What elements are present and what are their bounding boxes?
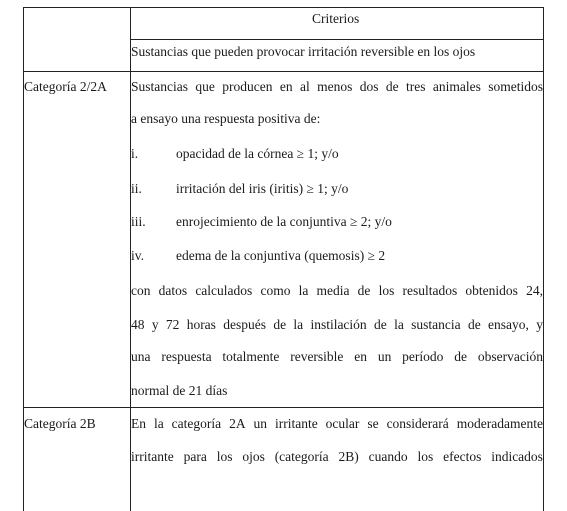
category-2a-line-2: a ensayo una respuesta positiva de: — [131, 111, 321, 126]
table-border-row1-bottom — [23, 71, 544, 72]
item-i-number: i. — [131, 146, 139, 161]
category-2a-after-1: con datos calculados como la media de los resultados obtenidos 24, — [131, 283, 543, 298]
header-criterios: Criterios — [312, 11, 360, 26]
general-criteria-text: Sustancias que pueden provocar irritación reversible en los ojos — [131, 44, 476, 59]
category-2a-after-3: una respuesta totalmente reversible en un período de observación — [131, 349, 544, 364]
category-2b-line-2: irritante para los ojos (categoría 2B) cuando los efectos indicados — [131, 449, 543, 464]
item-ii-text: irritación del iris (iritis) ≥ 1; y/o — [176, 181, 349, 196]
category-2a-after-4: normal de 21 días — [131, 383, 228, 398]
table-border-right — [543, 7, 544, 511]
item-i-text: opacidad de la córnea ≥ 1; y/o — [176, 146, 339, 161]
category-2a-line-1: Sustancias que producen en al menos dos de tres animales sometidos — [131, 79, 543, 94]
item-iv-text: edema de la conjuntiva (quemosis) ≥ 2 — [176, 248, 386, 263]
table-border-top — [23, 7, 544, 8]
item-iii-text: enrojecimiento de la conjuntiva ≥ 2; y/o — [176, 214, 392, 229]
table-border-header-bottom — [130, 39, 544, 40]
item-ii-number: ii. — [131, 181, 142, 196]
table-border-row2-bottom — [23, 407, 544, 408]
category-2-2a-label: Categoría 2/2A — [24, 79, 107, 94]
item-iv-number: iv. — [131, 248, 144, 263]
item-iii-number: iii. — [131, 214, 146, 229]
category-2b-label: Categoría 2B — [24, 416, 96, 431]
category-2b-line-1: En la categoría 2A un irritante ocular se considerará moderadamente — [131, 416, 543, 431]
category-2a-after-2: 48 y 72 horas después de la instilación de la sustancia de ensayo, y — [131, 317, 543, 332]
